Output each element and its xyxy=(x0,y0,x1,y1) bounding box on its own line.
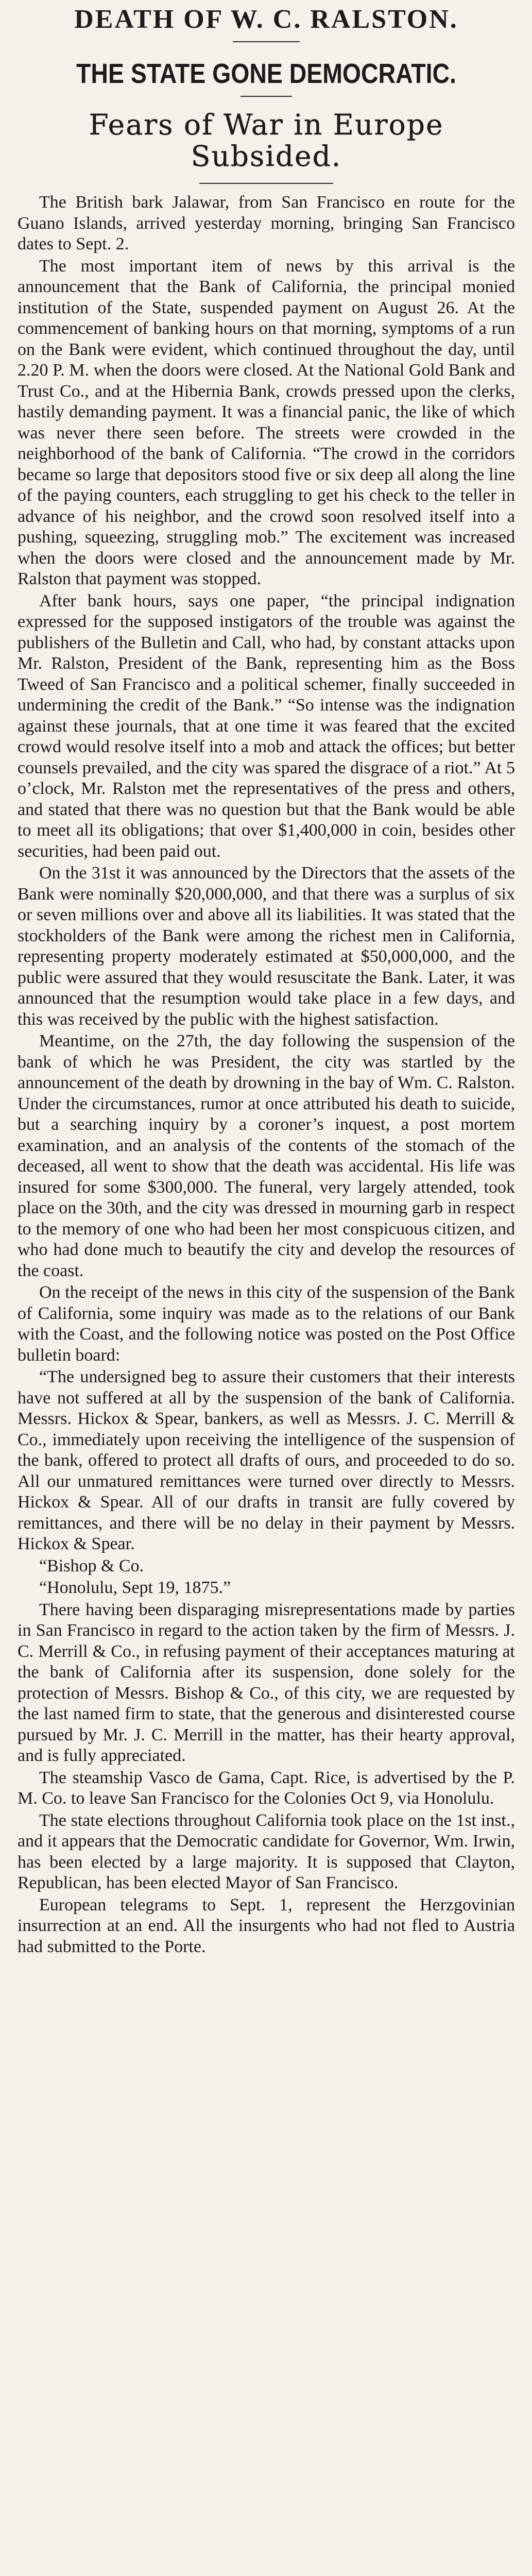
paragraph-merrill-statement: There having been disparaging misrepresentations made by parties in San Francisco in regard to the action taken by the firm of Messrs. J. C. Merrill & Co., in refusing payment of their acceptances maturing at the bank of California after its suspension, done solely for the protection of Messrs. Bishop & Co., of this city, we are requested by the last named firm to state, that the generous and disinterested course pursued by Mr. J. C. Merrill in the matter, has their hearty approval, and is fully appreciated. xyxy=(18,1600,515,1765)
article-body xyxy=(18,192,515,1957)
paragraph-press-indignation: After bank hours, says one paper, “the principal indignation expressed for the supposed instigators of the trouble was against the publishers of the Bulletin and Call, who had, by constant attacks upon Mr. Ralston, President of the Bank, representing him as the Boss Tweed of San Francisco and a political schemer, finally succeeded in undermining the credit of the Bank.” “So intense was the indignation against these journals, that at one time it was feared that the excited crowd would resolve itself into a mob and attack the offices; but better counsels prevailed, and the city was spared the disgrace of a riot.” At 5 o’clock, Mr. Ralston met the representatives of the press and others, and stated that there was no question but that the Bank would be able to meet all its obligations; that over $1,400,000 in coin, besides other securities, had been paid out. xyxy=(18,591,515,861)
headline-divider xyxy=(241,96,292,97)
headline-divider xyxy=(233,41,300,42)
paragraph-ralston-death: Meantime, on the 27th, the day following the suspension of the bank of which he was President, the city was startled by the announcement of the death by drowning in the bay of Wm. C. Ralston. Under the circumstances, rumor at once attributed his death to suicide, but a searching inquiry by a coroner’s inquest, a post mortem examination, and an analysis of the contents of the stomach of the deceased, all went to show that the death was accidental. His life was insured for some $300,000. The funeral, very largely attended, took place on the 30th, and the city was dressed in mourning garb in respect to the memory of one who had been her most conspicuous citizen, and who had done much to beautify the city and develop the resources of the coast. xyxy=(18,1031,515,1280)
notice-signature: “Bishop & Co. xyxy=(39,1556,144,1575)
paragraph-bank-suspension: The most important item of news by this arrival is the announcement that the Bank of California, the principal monied institution of the State, suspended payment on August 26. At the commencement of banking hours on that morning, symptoms of a run on the Bank were evident, which continued throughout the day, until 2.20 P. M. when the doors were closed. At the National Gold Bank and Trust Co., and at the Hibernia Bank, crowds pressed upon the clerks, hastily demanding payment. It was a financial panic, the like of which was never there seen before. The streets were crowded in the neighborhood of the bank of California. “The crowd in the corridors became so large that depositors stood five or six deep all along the line of the paying counters, each struggling to get his check to the teller in advance of his neighbor, and the crowd soon resolved itself into a pushing, squeezing, struggling mob.” The excitement was increased when the doors were closed and the announcement made by Mr. Ralston that payment was stopped. xyxy=(18,256,515,588)
paragraph-bishop-notice: “The undersigned beg to assure their customers that their interests have not suffered at all by the suspension of the bank of California. Messrs. Hickox & Spear, bankers, as well as Messrs. J. C. Merrill & Co., immediately upon receiving the intelligence of the suspension of the bank, offered to protect all drafts of ours, and proceeded to do so. All our unmatured remittances were turned over directly to Messrs. Hickox & Spear. All of our drafts in transit are fully covered by remittances, and there will be no delay in their payment by Messrs. Hickox & Spear. xyxy=(18,1367,515,1553)
article-column xyxy=(18,3,515,1957)
headline-fears-of-war: Fears of War in Europe Subsided. xyxy=(89,108,444,173)
paragraph-state-elections: The state elections throughout California took place on the 1st inst., and it appears that the Democratic candidate for Governor, Wm. Irwin, has been elected by a large majority. It is supposed that Clayton, Republican, has been elected Mayor of San Francisco. xyxy=(18,1810,515,1892)
notice-dateline: “Honolulu, Sept 19, 1875.” xyxy=(39,1578,231,1597)
paragraph-directors-announcement: On the 31st it was announced by the Directors that the assets of the Bank were nominally $20,000,000, and that there was a surplus of six or seven millions over and above all its liabilities. It was stated that the stockholders of the Bank were among the richest men in California, representing property moderately estimated at $50,000,000, and the public were assured that they would resuscitate the Bank. Later, it was announced that the resumption would take place in a few days, and this was received by the public with the highest satisfaction. xyxy=(18,863,515,1029)
headline-divider xyxy=(199,183,333,184)
paragraph-bark-arrival: The British bark Jalawar, from San Francisco en route for the Guano Islands, arrived yesterday morning, bringing San Francisco dates to Sept. 2. xyxy=(18,193,515,253)
paragraph-honolulu-inquiry: On the receipt of the news in this city of the suspension of the Bank of California, some inquiry was made as to the relations of our Bank with the Coast, and the following notice was posted on the Post Office bulletin board: xyxy=(18,1283,515,1365)
headline-state-democratic: THE STATE GONE DEMOCRATIC. xyxy=(76,58,456,89)
paragraph-european-telegrams: European telegrams to Sept. 1, represent the Herzgovinian insurrection at an end. All the insurgents who had not fled to Austria had submitted to the Porte. xyxy=(18,1895,515,1956)
paragraph-steamship: The steamship Vasco de Gama, Capt. Rice, is advertised by the P. M. Co. to leave San Francisco for the Colonies Oct 9, via Honolulu. xyxy=(18,1768,515,1808)
headline-death-of-ralston: DEATH OF W. C. RALSTON. xyxy=(74,5,458,34)
